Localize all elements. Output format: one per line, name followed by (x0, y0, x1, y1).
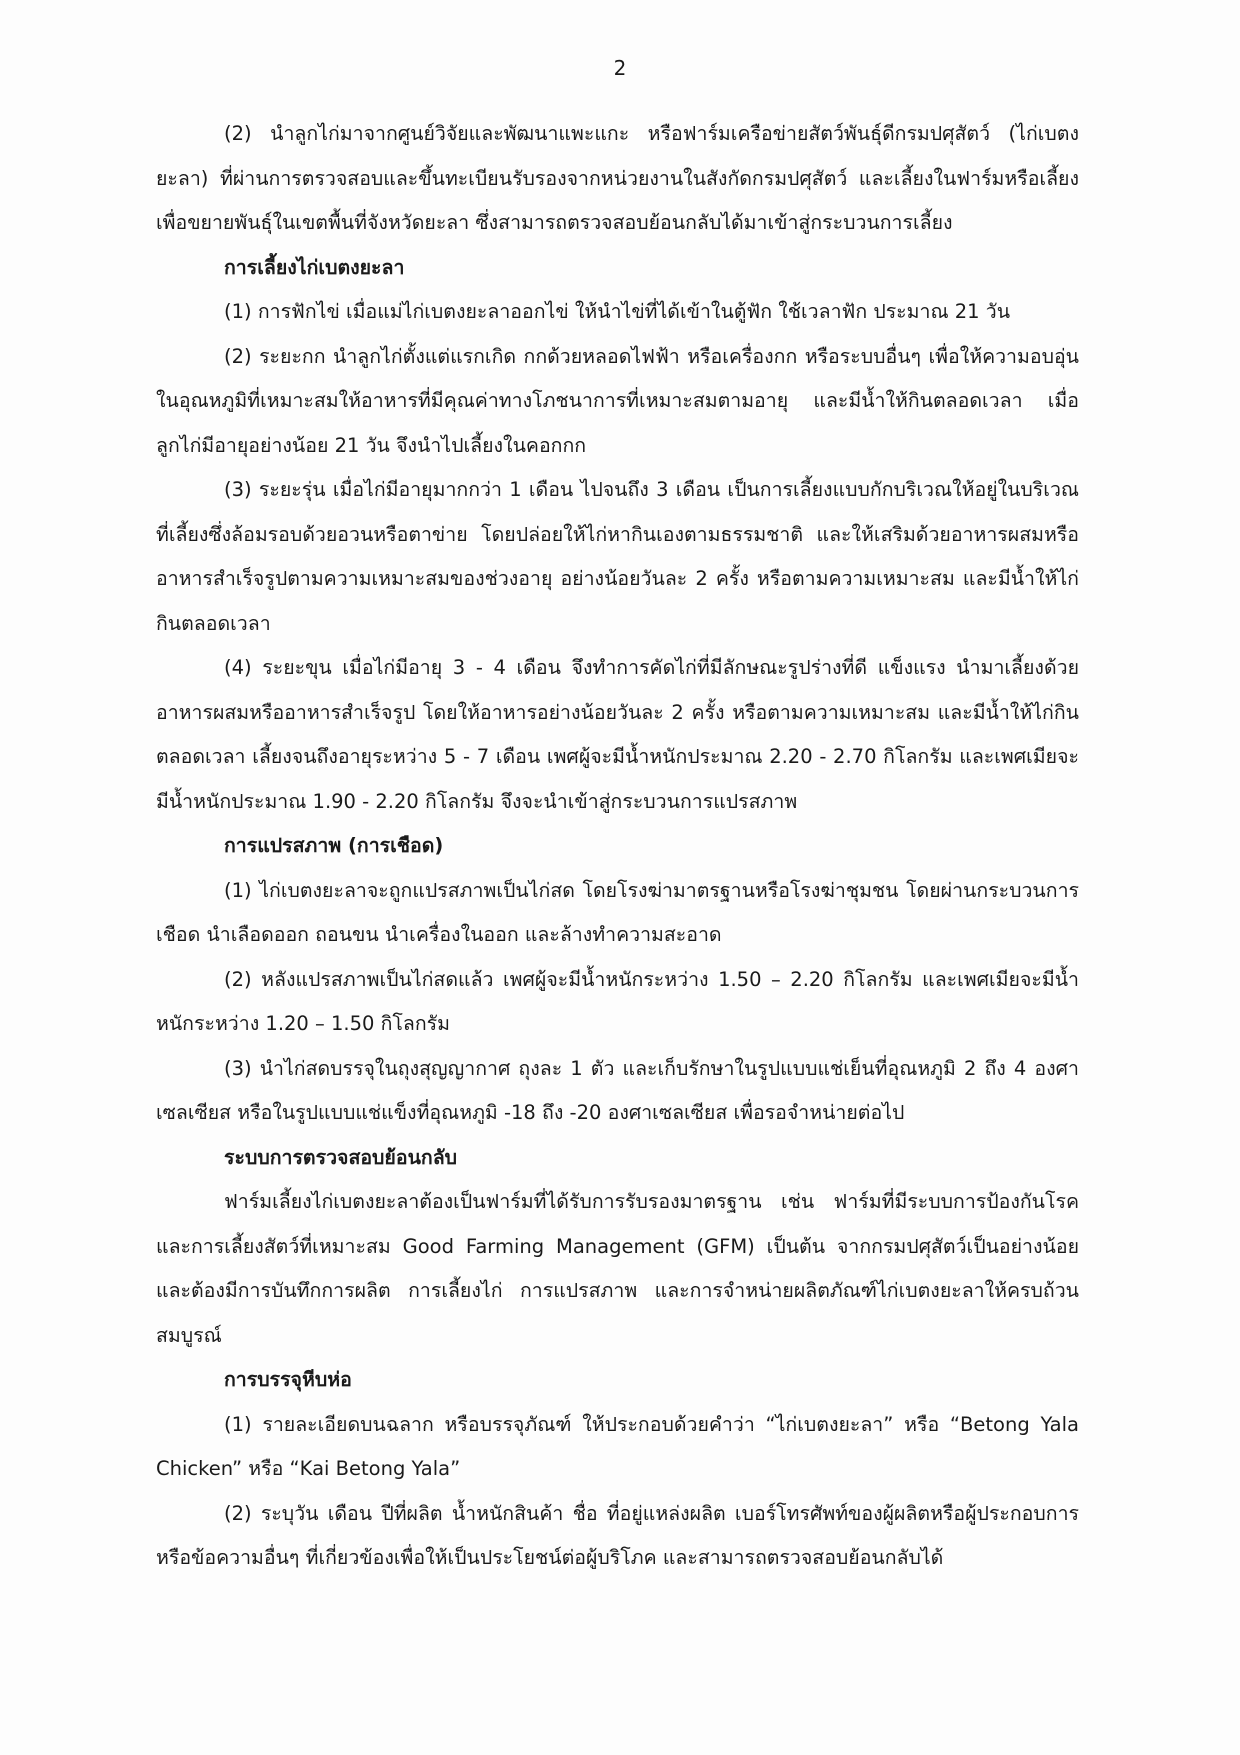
raising-item-2: (2) ระยะกก นำลูกไก่ตั้งแต่แรกเกิด กกด้วยหลอดไฟฟ้า หรือเครื่องกก หรือระบบอื่นๆ เพื่อให้ความอบอุ่นในอุณหภูมิที่เหมาะสมให้อาหารที่มีคุณค่าทางโภชนาการที่เหมาะสมตามอายุ และมีน้ำให้กินตลอดเวลา เมื่อลูกไก่มีอายุอย่างน้อย 21 วัน จึงนำไปเลี้ยงในคอกกก (156, 344, 1079, 457)
section-heading-processing: การแปรสภาพ (การเชือด) (224, 834, 444, 857)
page-number: 2 (613, 56, 627, 80)
packaging-item-2: (2) ระบุวัน เดือน ปีที่ผลิต น้ำหนักสินค้า ชื่อ ที่อยู่แหล่งผลิต เบอร์โทรศัพท์ของผู้ผลิตหรือผู้ประกอบการ หรือข้อความอื่นๆ ที่เกี่ยวข้องเพื่อให้เป็นประโยชน์ต่อผู้บริโภค และสามารถตรวจสอบย้อนกลับได้ (156, 1501, 1079, 1569)
raising-item-3: (3) ระยะรุ่น เมื่อไก่มีอายุมากกว่า 1 เดือน ไปจนถึง 3 เดือน เป็นการเลี้ยงแบบกักบริเวณให้อยู่ในบริเวณที่เลี้ยงซึ่งล้อมรอบด้วยอวนหรือตาข่าย โดยปล่อยให้ไก่หากินเองตามธรรมชาติ และให้เสริมด้วยอาหารผสมหรืออาหารสำเร็จรูปตามความเหมาะสมของช่วงอายุ อย่างน้อยวันละ 2 ครั้ง หรือตามความเหมาะสม และมีน้ำให้ไก่กินตลอดเวลา (156, 478, 1079, 635)
processing-item-3: (3) นำไก่สดบรรจุในถุงสุญญากาศ ถุงละ 1 ตัว และเก็บรักษาในรูปแบบแช่เย็นที่อุณหภูมิ 2 ถึง 4 องศาเซลเซียส หรือในรูปแบบแช่แข็งที่อุณหภูมิ -18 ถึง -20 องศาเซลเซียส เพื่อรอจำหน่ายต่อไป (156, 1056, 1079, 1124)
section-heading-traceability: ระบบการตรวจสอบย้อนกลับ (224, 1145, 458, 1169)
section-heading-raising: การเลี้ยงไก่เบตงยะลา (224, 255, 405, 279)
processing-item-1: (1) ไก่เบตงยะลาจะถูกแปรสภาพเป็นไก่สด โดยโรงฆ่ามาตรฐานหรือโรงฆ่าชุมชน โดยผ่านกระบวนการเชือด นำเลือดออก ถอนขน นำเครื่องในออก และล้างทำความสะอาด (156, 878, 1079, 946)
raising-item-1: (1) การฟักไข่ เมื่อแม่ไก่เบตงยะลาออกไข่ ให้นำไข่ที่ได้เข้าในตู้ฟัก ใช้เวลาฟัก ประมาณ 21 วัน (224, 300, 1011, 323)
packaging-item-1: (1) รายละเอียดบนฉลาก หรือบรรจุภัณฑ์ ให้ประกอบด้วยคำว่า “ไก่เบตงยะลา” หรือ “Betong Yala Chicken” หรือ “Kai Betong Yala” (156, 1412, 1079, 1480)
raising-item-4: (4) ระยะขุน เมื่อไก่มีอายุ 3 - 4 เดือน จึงทำการคัดไก่ที่มีลักษณะรูปร่างที่ดี แข็งแรง นำมาเลี้ยงด้วยอาหารผสมหรืออาหารสำเร็จรูป โดยให้อาหารอย่างน้อยวันละ 2 ครั้ง หรือตามความเหมาะสม และมีน้ำให้ไก่กินตลอดเวลา เลี้ยงจนถึงอายุระหว่าง 5 - 7 เดือน เพศผู้จะมีน้ำหนักประมาณ 2.20 - 2.70 กิโลกรัม และเพศเมียจะมีน้ำหนักประมาณ 1.90 - 2.20 กิโลกรัม จึงจะนำเข้าสู่กระบวนการแปรสภาพ (156, 656, 1079, 813)
section-heading-packaging: การบรรจุหีบห่อ (224, 1368, 352, 1391)
traceability-paragraph: ฟาร์มเลี้ยงไก่เบตงยะลาต้องเป็นฟาร์มที่ได้รับการรับรองมาตรฐาน เช่น ฟาร์มที่มีระบบการป้องกันโรคและการเลี้ยงสัตว์ที่เหมาะสม Good Farming Management (GFM) เป็นต้น จากกรมปศุสัตว์เป็นอย่างน้อย และต้องมีการบันทึกการผลิต การเลี้ยงไก่ การแปรสภาพ และการจำหน่ายผลิตภัณฑ์ไก่เบตงยะลาให้ครบถ้วนสมบูรณ์ (156, 1190, 1079, 1347)
intro-paragraph: (2) นำลูกไก่มาจากศูนย์วิจัยและพัฒนาแพะแกะ หรือฟาร์มเครือข่ายสัตว์พันธุ์ดีกรมปศุสัตว์ (ไก่เบตงยะลา) ที่ผ่านการตรวจสอบและขึ้นทะเบียนรับรองจากหน่วยงานในสังกัดกรมปศุสัตว์ และเลี้ยงในฟาร์มหรือเลี้ยงเพื่อขยายพันธุ์ในเขตพื้นที่จังหวัดยะลา ซึ่งสามารถตรวจสอบย้อนกลับได้มาเข้าสู่กระบวนการเลี้ยง (156, 122, 1079, 234)
processing-item-2: (2) หลังแปรสภาพเป็นไก่สดแล้ว เพศผู้จะมีน้ำหนักระหว่าง 1.50 – 2.20 กิโลกรัม และเพศเมียจะมีน้ำหนักระหว่าง 1.20 – 1.50 กิโลกรัม (156, 967, 1079, 1035)
document-body (156, 112, 1079, 1581)
